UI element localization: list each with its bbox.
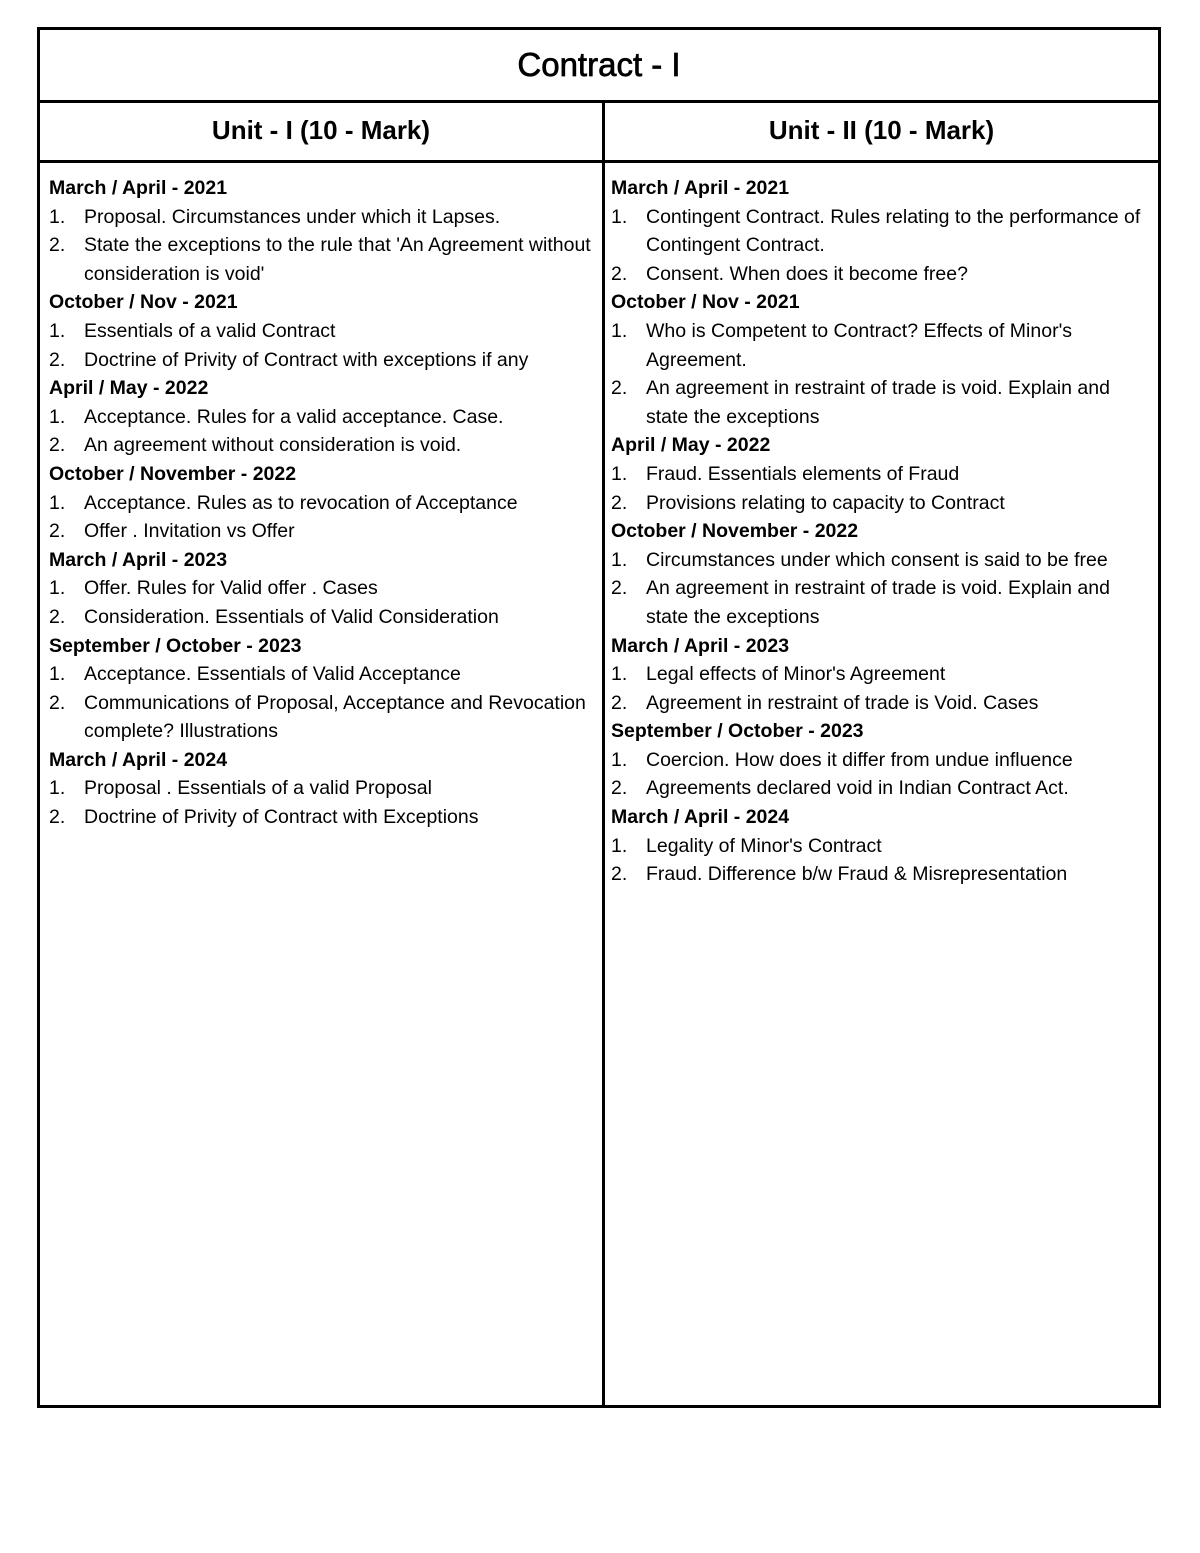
question-list xyxy=(49,317,594,374)
question-number: 1. xyxy=(611,319,628,342)
session-title: March / April - 2023 xyxy=(611,634,790,657)
unit-1-heading: Unit - I (10 - Mark) xyxy=(211,114,431,145)
question-item xyxy=(49,574,594,603)
question-text: Who is Competent to Contract? Effects of Minor's Agreement. xyxy=(646,319,1073,371)
session-title: March / April - 2021 xyxy=(49,177,228,199)
question-text: Essentials of a valid Contract xyxy=(84,319,336,342)
unit-2-column xyxy=(611,174,1156,889)
question-number: 2. xyxy=(49,605,66,628)
question-item xyxy=(49,517,594,546)
question-item xyxy=(611,660,1156,689)
question-text: Offer . Invitation vs Offer xyxy=(84,520,295,543)
question-text: Circumstances under which consent is said to be free xyxy=(646,548,1108,571)
question-item xyxy=(49,603,594,632)
question-item xyxy=(611,689,1156,718)
question-text: Fraud. Essentials elements of Fraud xyxy=(646,462,960,485)
question-item xyxy=(49,317,594,346)
question-item xyxy=(49,231,594,288)
question-list xyxy=(611,660,1156,717)
question-item xyxy=(611,203,1156,260)
question-number: 1. xyxy=(611,205,628,228)
question-number: 1. xyxy=(49,405,66,428)
exam-session xyxy=(49,374,594,460)
question-item xyxy=(611,546,1156,575)
session-title: October / Nov - 2021 xyxy=(611,291,800,314)
question-number: 2. xyxy=(611,777,628,800)
question-number: 1. xyxy=(49,205,66,228)
session-title: March / April - 2024 xyxy=(611,806,790,829)
question-text: Coercion. How does it differ from undue influence xyxy=(646,748,1073,771)
session-title: March / April - 2024 xyxy=(49,748,228,771)
question-text: Acceptance. Essentials of Valid Acceptance xyxy=(84,663,461,686)
question-item xyxy=(49,489,594,518)
question-text: Agreement in restraint of trade is Void. Cases xyxy=(646,691,1039,714)
question-item xyxy=(49,346,594,375)
question-number: 1. xyxy=(611,748,628,771)
question-number: 2. xyxy=(611,577,628,600)
exam-session xyxy=(49,288,594,374)
question-item xyxy=(49,660,594,689)
question-text: Doctrine of Privity of Contract with Exceptions xyxy=(84,806,479,829)
question-text: Proposal. Circumstances under which it Lapses. xyxy=(84,205,501,228)
question-number: 2. xyxy=(49,691,66,714)
question-text: An agreement in restraint of trade is void. Explain and state the exceptions xyxy=(646,577,1110,628)
page-title: Contract - I xyxy=(40,30,1158,103)
question-text: Consideration. Essentials of Valid Consideration xyxy=(84,605,499,628)
session-title: April / May - 2022 xyxy=(49,377,209,400)
exam-session xyxy=(611,517,1156,631)
unit-2-heading: Unit - II (10 - Mark) xyxy=(768,114,995,145)
question-text: Fraud. Difference b/w Fraud & Misrepresentation xyxy=(646,863,1068,886)
question-list xyxy=(611,832,1156,889)
session-title: September / October - 2023 xyxy=(611,720,864,743)
exam-session xyxy=(49,460,594,546)
exam-session xyxy=(49,632,594,746)
question-text: Doctrine of Privity of Contract with exceptions if any xyxy=(84,348,529,371)
question-item xyxy=(49,774,594,803)
exam-session xyxy=(611,632,1156,718)
question-list xyxy=(49,203,594,289)
question-number: 1. xyxy=(611,462,628,485)
exam-session xyxy=(611,288,1156,431)
question-item xyxy=(49,203,594,232)
session-title: October / November - 2022 xyxy=(49,462,297,485)
question-list xyxy=(611,460,1156,517)
question-number: 2. xyxy=(49,348,66,371)
question-text: Contingent Contract. Rules relating to the performance of Contingent Contract. xyxy=(646,205,1141,257)
question-text: Acceptance. Rules for a valid acceptance. Case. xyxy=(84,405,504,428)
session-title: March / April - 2023 xyxy=(49,548,228,571)
session-title: October / Nov - 2021 xyxy=(49,291,238,314)
question-item xyxy=(611,374,1156,431)
question-number: 1. xyxy=(611,663,628,686)
exam-session xyxy=(49,746,594,832)
question-text: An agreement in restraint of trade is void. Explain and state the exceptions xyxy=(646,377,1110,428)
session-title: October / November - 2022 xyxy=(611,520,859,543)
question-table xyxy=(37,27,1161,1408)
unit-1-column xyxy=(49,174,594,832)
question-number: 2. xyxy=(49,234,66,257)
question-list xyxy=(49,774,594,831)
question-text: State the exceptions to the rule that 'An Agreement without consideration is void' xyxy=(84,234,591,285)
question-text: An agreement without consideration is void. xyxy=(84,434,462,457)
unit-header-row xyxy=(40,100,1158,163)
question-number: 2. xyxy=(49,520,66,543)
question-text: Agreements declared void in Indian Contract Act. xyxy=(646,777,1069,800)
question-list xyxy=(611,203,1156,289)
question-number: 2. xyxy=(611,863,628,886)
question-list xyxy=(49,403,594,460)
question-number: 1. xyxy=(611,834,628,857)
question-number: 1. xyxy=(49,491,66,514)
question-item xyxy=(611,832,1156,861)
question-text: Offer. Rules for Valid offer . Cases xyxy=(84,577,378,600)
question-text: Consent. When does it become free? xyxy=(646,262,968,285)
question-number: 1. xyxy=(49,319,66,342)
exam-session xyxy=(49,174,594,288)
question-item xyxy=(611,574,1156,631)
column-divider xyxy=(602,100,605,1405)
question-item xyxy=(49,431,594,460)
session-title: March / April - 2021 xyxy=(611,177,790,199)
question-text: Legal effects of Minor's Agreement xyxy=(646,663,946,686)
exam-session xyxy=(611,717,1156,803)
question-number: 2. xyxy=(611,262,628,285)
question-text: Provisions relating to capacity to Contract xyxy=(646,491,1005,514)
question-number: 2. xyxy=(611,491,628,514)
question-item xyxy=(49,803,594,832)
question-item xyxy=(611,746,1156,775)
question-number: 2. xyxy=(611,691,628,714)
question-item xyxy=(611,317,1156,374)
question-item xyxy=(611,460,1156,489)
question-item xyxy=(611,260,1156,289)
question-item xyxy=(611,860,1156,889)
question-number: 2. xyxy=(611,377,628,400)
question-list xyxy=(49,489,594,546)
question-number: 2. xyxy=(49,434,66,457)
exam-session xyxy=(611,174,1156,288)
question-list xyxy=(49,660,594,746)
question-text: Acceptance. Rules as to revocation of Acceptance xyxy=(84,491,518,514)
question-number: 1. xyxy=(49,663,66,686)
question-item xyxy=(49,689,594,746)
question-item xyxy=(611,489,1156,518)
question-list xyxy=(611,746,1156,803)
question-number: 2. xyxy=(49,806,66,829)
exam-session xyxy=(611,803,1156,889)
question-number: 1. xyxy=(49,577,66,600)
question-item xyxy=(49,403,594,432)
question-number: 1. xyxy=(611,548,628,571)
question-text: Proposal . Essentials of a valid Proposal xyxy=(84,777,432,800)
question-number: 1. xyxy=(49,777,66,800)
question-list xyxy=(49,574,594,631)
exam-session xyxy=(49,546,594,632)
question-list xyxy=(611,317,1156,431)
session-title: September / October - 2023 xyxy=(49,634,302,657)
question-list xyxy=(611,546,1156,632)
question-item xyxy=(611,774,1156,803)
question-text: Legality of Minor's Contract xyxy=(646,834,882,857)
exam-session xyxy=(611,431,1156,517)
session-title: April / May - 2022 xyxy=(611,434,771,457)
question-text: Communications of Proposal, Acceptance and Revocation complete? Illustrations xyxy=(84,691,586,743)
